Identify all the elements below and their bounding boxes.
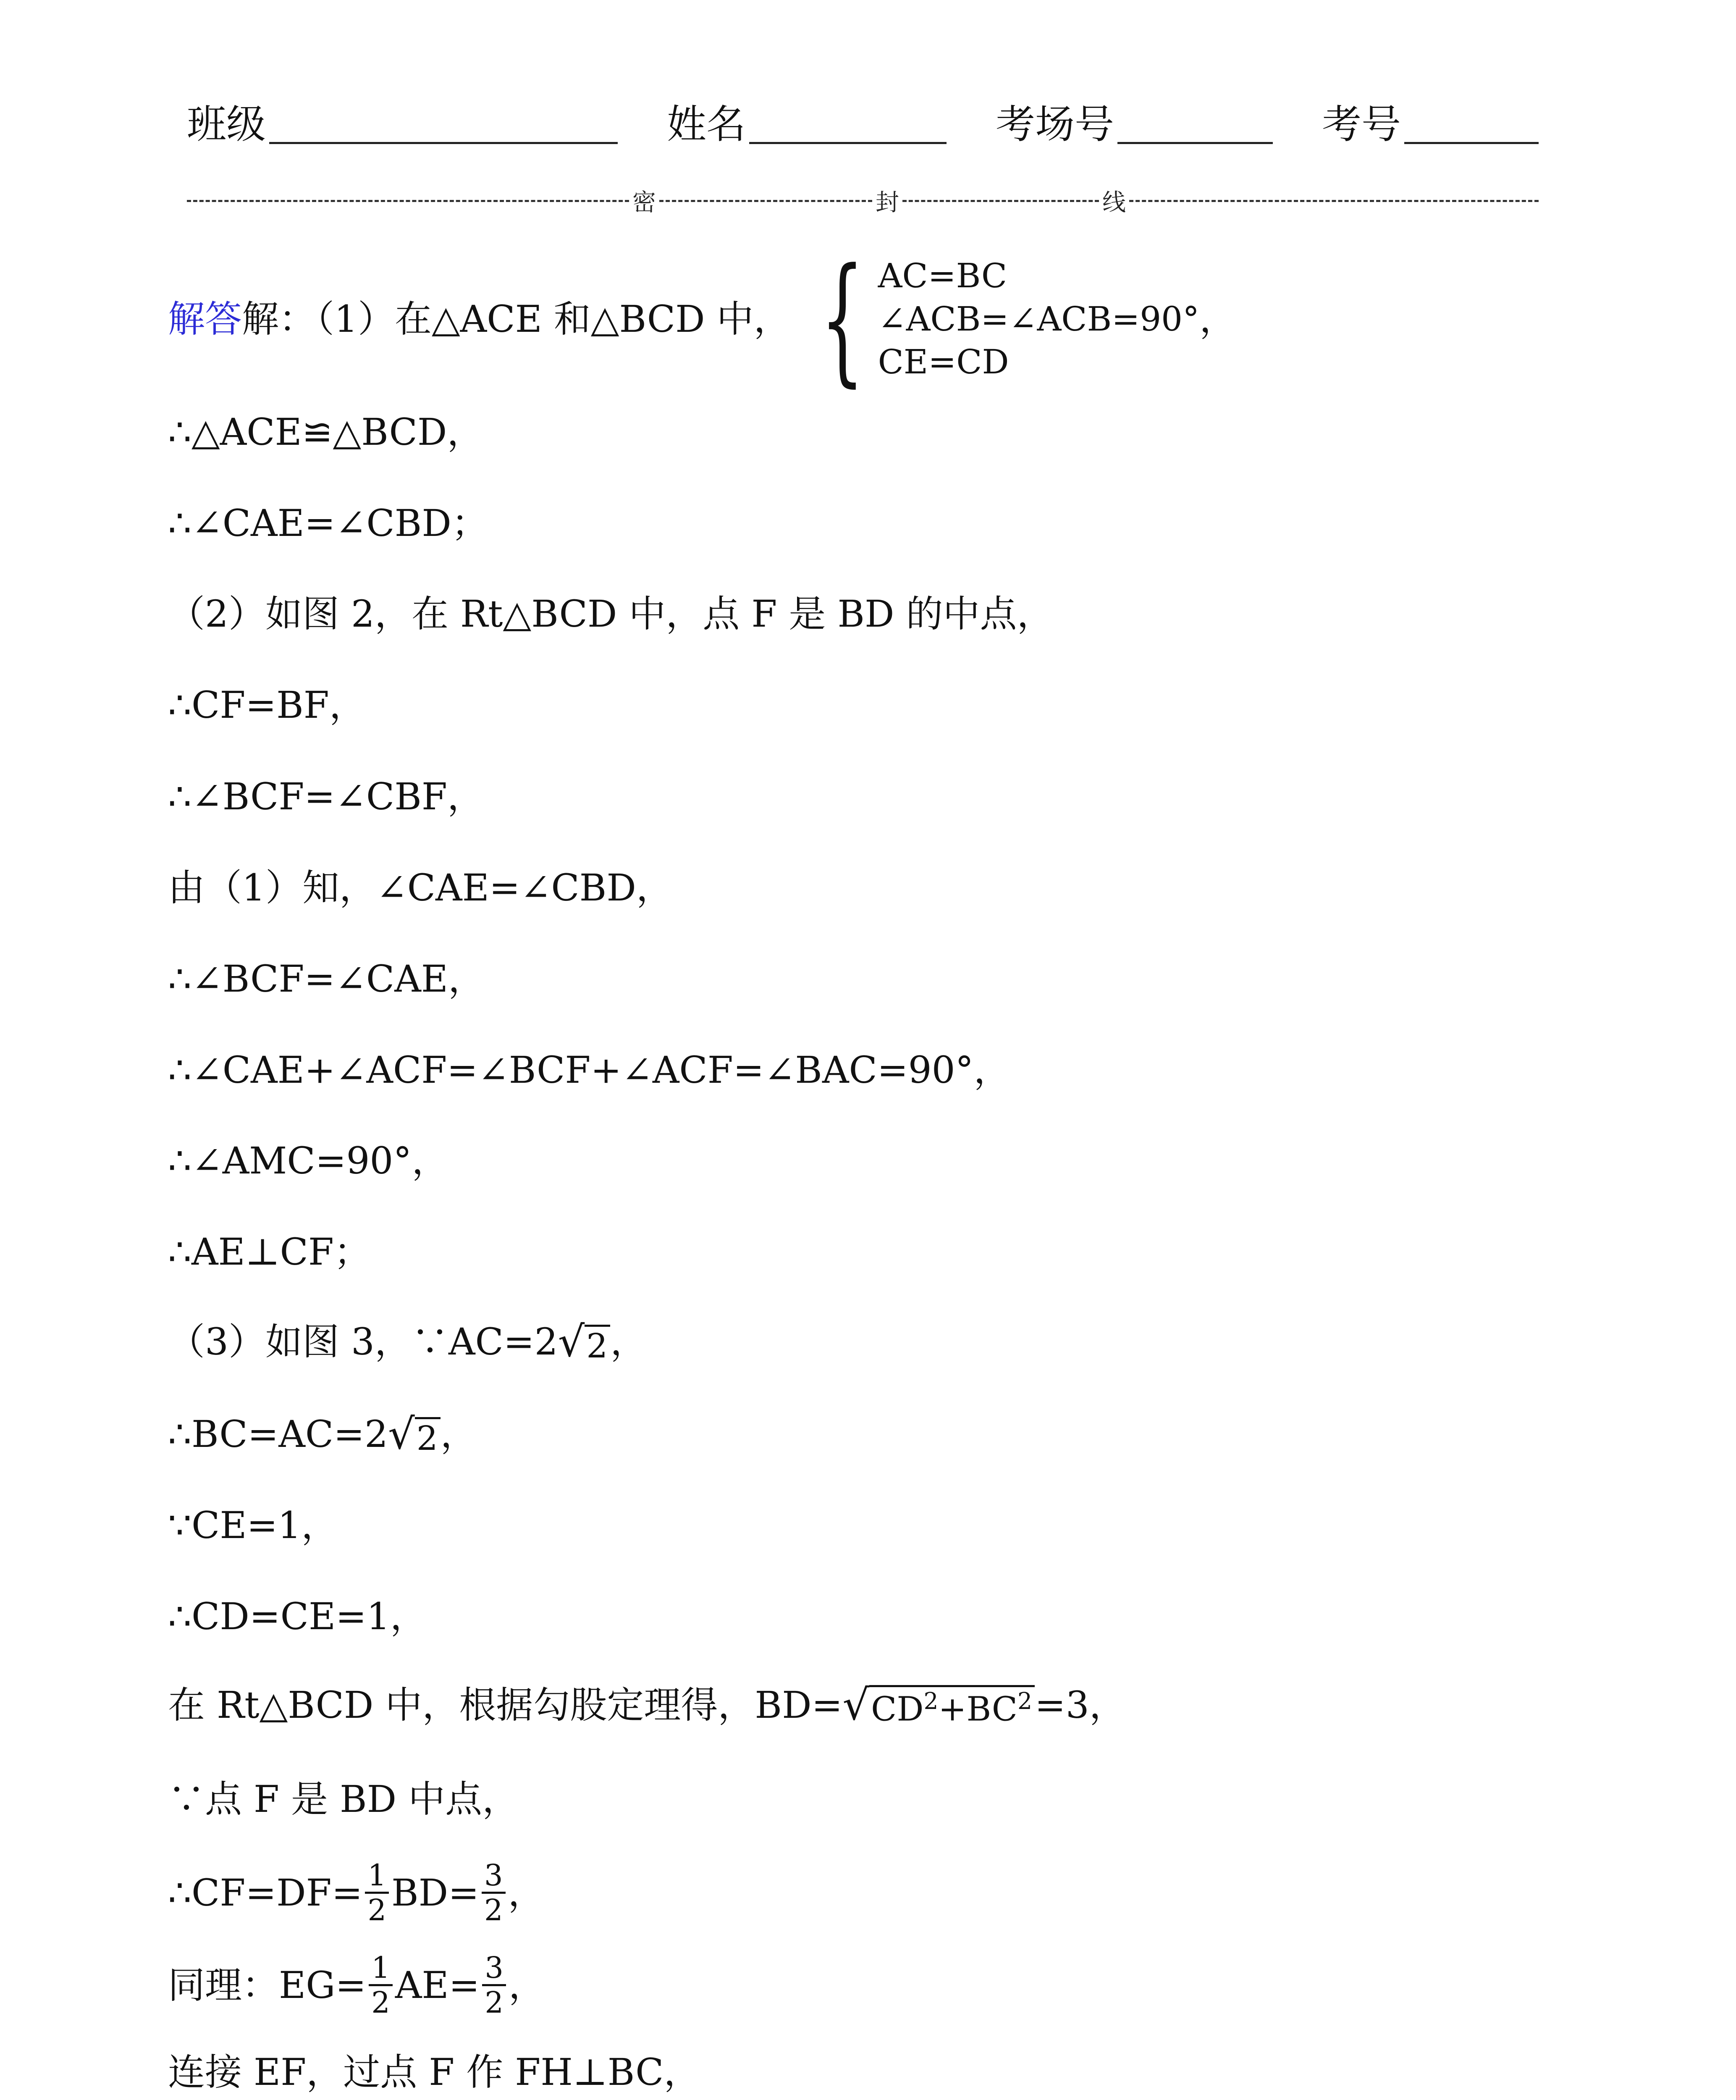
- name-label: 姓名: [666, 102, 746, 147]
- part3-given: （3）如图 3，∵AC=2: [168, 1320, 558, 1363]
- denominator: 2: [371, 1985, 390, 2020]
- radicand: [869, 1685, 1035, 1729]
- solution-line-6: ∴∠BCF=∠CBF，: [168, 775, 484, 818]
- seal-char-feng: 封: [876, 189, 899, 216]
- solution-line-11: ∴AE⊥CF；: [168, 1230, 371, 1273]
- solution-line-19: [168, 1950, 545, 2020]
- radicand-bc: +BC: [938, 1690, 1017, 1729]
- solution-line-18: [168, 1858, 545, 1927]
- fraction: [369, 1950, 393, 2020]
- seal-line: [187, 188, 1539, 216]
- fraction: [482, 1950, 506, 2020]
- radicand: 2: [585, 1325, 610, 1363]
- solution-line-15: ∴CD=CE=1，: [168, 1595, 427, 1638]
- solution-line-1: [168, 238, 1237, 400]
- bc-equals: ∴BC=AC=2: [168, 1412, 388, 1456]
- exam-number-field: [1322, 92, 1539, 149]
- numerator: 3: [482, 1953, 506, 1986]
- name-blank-line: [749, 138, 947, 144]
- radical-sign: √: [388, 1410, 415, 1459]
- exam-number-blank-line: [1404, 138, 1539, 144]
- punct: ，: [508, 1871, 545, 1914]
- solution-line-4: （2）如图 2，在 Rt△BCD 中，点 F 是 BD 的中点，: [168, 592, 1054, 635]
- system-eq-2: ∠ACB=∠ACB=90°: [878, 299, 1200, 339]
- ae-equals: AE=: [395, 1963, 480, 2007]
- solution-line-2: ∴△ACE≌△BCD，: [168, 410, 484, 454]
- solution-line-8: ∴∠BCF=∠CAE，: [168, 957, 485, 1000]
- name-field: [667, 92, 947, 149]
- room-label: 考场号: [995, 102, 1114, 147]
- solution-line-20: 连接 EF，过点 F 作 FH⊥BC，: [168, 2050, 701, 2094]
- seal-char-mi: 密: [632, 189, 656, 216]
- part1-intro: 解：（1）在△ACE 和△BCD 中，: [242, 297, 791, 341]
- sqrt-expression: [842, 1680, 1035, 1730]
- system-eq-3: CE=CD: [878, 342, 1009, 382]
- system-eq-1: AC=BC: [878, 256, 1007, 296]
- numerator: 3: [482, 1861, 506, 1894]
- bd-result: =3，: [1035, 1683, 1126, 1727]
- numerator: 1: [369, 1953, 393, 1986]
- solution-line-3: ∴∠CAE=∠CBD；: [168, 501, 488, 545]
- exam-header: [187, 86, 1539, 149]
- exponent: 2: [1017, 1688, 1032, 1715]
- radicand: 2: [415, 1417, 441, 1455]
- punct: ，: [610, 1320, 648, 1363]
- solution-line-10: ∴∠AMC=90°，: [168, 1139, 449, 1182]
- class-label: 班级: [187, 102, 266, 147]
- seal-char-xian: 线: [1102, 189, 1126, 216]
- solution-line-5: ∴CF=BF，: [168, 683, 366, 727]
- room-field: [996, 92, 1273, 149]
- pythagoras-text: 在 Rt△BCD 中，根据勾股定理得，BD=: [168, 1683, 843, 1727]
- solution-line-17: ∵点 F 是 BD 中点，: [168, 1777, 519, 1821]
- fraction: [482, 1858, 506, 1927]
- eg-equals: 同理：EG=: [168, 1963, 367, 2007]
- solution-line-14: ∵CE=1，: [168, 1504, 338, 1547]
- equation-system: [798, 238, 1200, 400]
- solution-line-13: [168, 1410, 477, 1459]
- denominator: 2: [485, 1985, 503, 2020]
- radical-sign: √: [558, 1317, 585, 1366]
- sqrt-expression: [388, 1410, 441, 1459]
- solution-tag: 解答: [168, 297, 242, 341]
- punct: ，: [440, 1412, 477, 1456]
- exponent: 2: [923, 1688, 939, 1715]
- solution-line-7: 由（1）知，∠CAE=∠CBD，: [168, 866, 673, 909]
- exam-number-label: 考号: [1322, 102, 1401, 147]
- part1-intro-end: ，: [1199, 297, 1237, 341]
- solution-line-12: [168, 1317, 648, 1366]
- class-field: [187, 92, 618, 149]
- bd-equals: BD=: [391, 1871, 479, 1914]
- sqrt-expression: [558, 1317, 611, 1366]
- solution-line-16: [168, 1680, 1126, 1730]
- denominator: 2: [367, 1893, 387, 1927]
- left-brace: {: [820, 238, 865, 400]
- solution-line-9: ∴∠CAE+∠ACF=∠BCF+∠ACF=∠BAC=90°，: [168, 1048, 1011, 1092]
- fraction: [365, 1858, 389, 1927]
- radicand-cd: CD: [871, 1690, 924, 1729]
- punct: ，: [508, 1963, 545, 2007]
- room-blank-line: [1117, 138, 1273, 144]
- radical-sign: √: [842, 1680, 870, 1730]
- numerator: 1: [365, 1861, 389, 1894]
- cf-equals: ∴CF=DF=: [168, 1871, 363, 1914]
- denominator: 2: [484, 1893, 503, 1927]
- class-blank-line: [269, 138, 618, 144]
